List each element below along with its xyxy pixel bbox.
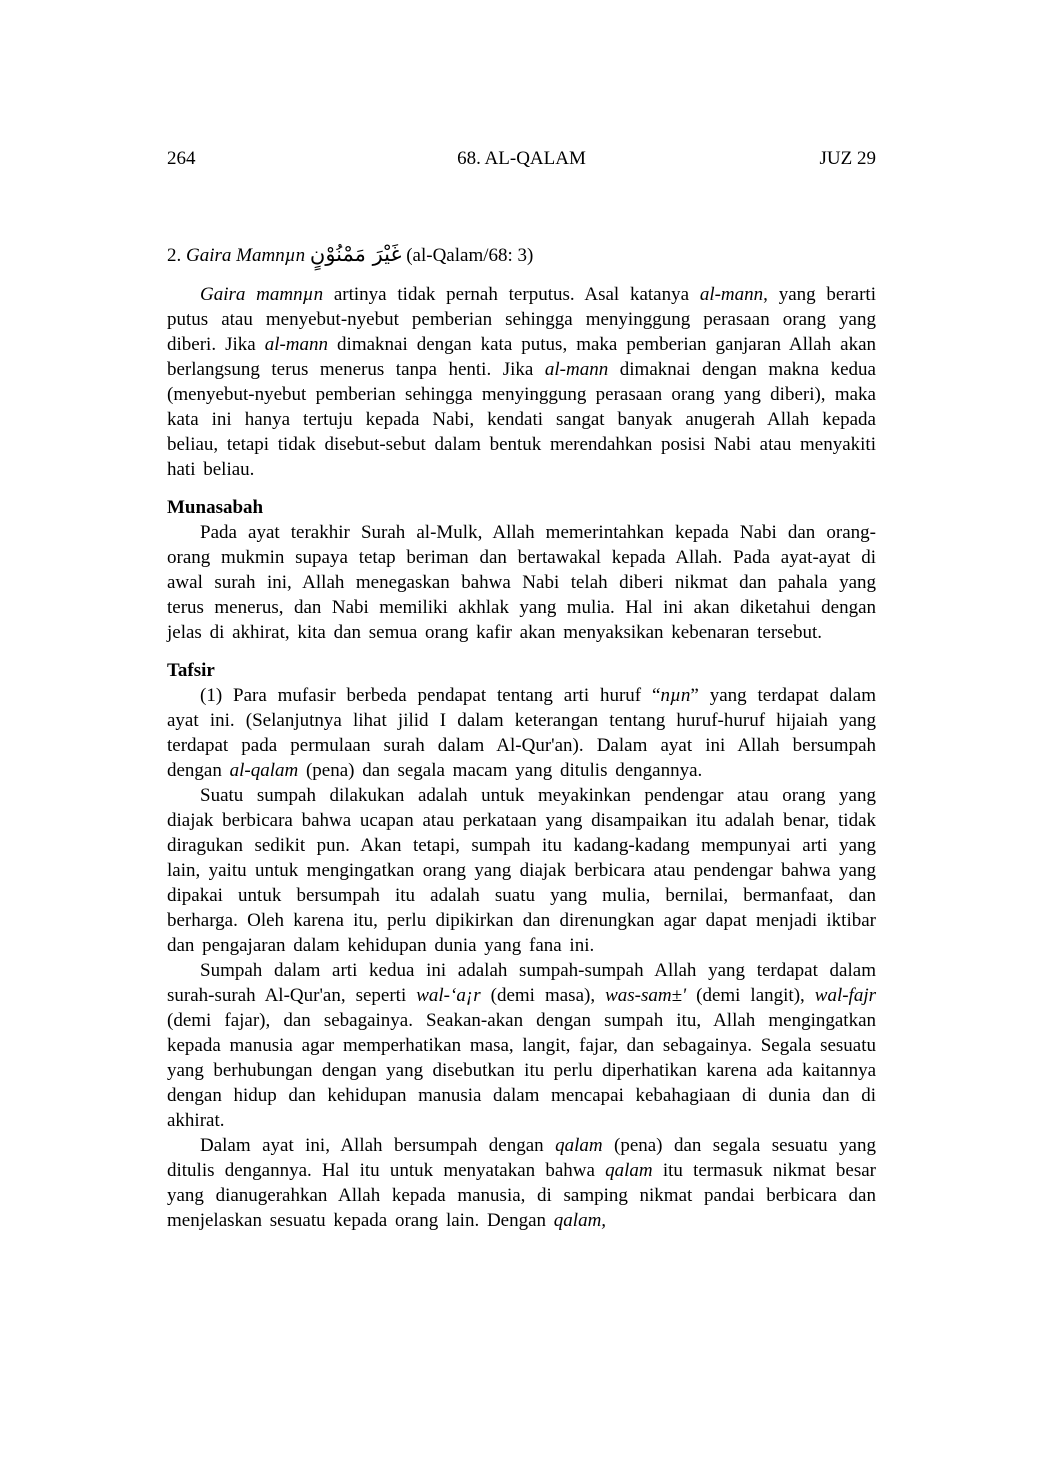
text-run: (1) Para mufasir berbeda pendapat tentang arti huruf “	[200, 685, 661, 706]
tafsir-heading: Tafsir	[167, 660, 215, 681]
intro-paragraph	[167, 282, 876, 482]
italic-term: was-sam±'	[605, 985, 687, 1006]
italic-term: Gaira mamnµn	[200, 284, 324, 305]
italic-term: wal-‘a¡r	[416, 985, 481, 1006]
text-run: (demi fajar), dan sebagainya. Seakan-akan dengan sumpah itu, Allah mengingatkan kepada manusia agar memperhatikan masa, langit, fajar, dan sebagainya. Segala sesuatu yang berhubungan dengan yang disebutkan itu perlu diperhatikan karena ada kaitannya dengan hidup dan kehidupan manusia dalam mencapai kebahagiaan di dunia dan di akhirat.	[167, 1010, 876, 1131]
italic-term: qalam	[605, 1160, 653, 1181]
text-run: , yang berarti putus atau menyebut-nyebut pemberian sehingga menyinggung perasaan orang yang diberi. Jika	[167, 284, 876, 355]
italic-term: qalam,	[553, 1210, 607, 1231]
text-run: Suatu sumpah dilakukan adalah untuk meyakinkan pendengar atau orang yang diajak berbicara bahwa ucapan atau perkataan yang disampaikan itu adalah benar, tidak diragukan sedikit pun. Akan tetapi, sumpah itu kadang-kadang mempunyai arti yang lain, yaitu untuk mengingatkan orang yang diajak berbicara atau pendengar bahwa yang dipakai untuk bersumpah itu adalah suatu yang mulia, bernilai, bermanfaat, dan berharga. Oleh karena itu, perlu dipikirkan dan direnungkan agar dapat menjadi iktibar dan pengajaran dalam kehidupan dunia yang fana ini.	[167, 785, 876, 956]
juz-label: JUZ 29	[819, 148, 876, 169]
document-content	[167, 238, 876, 1233]
tafsir-paragraph-4	[167, 1133, 876, 1233]
italic-term: qalam	[555, 1135, 603, 1156]
munasabah-heading: Munasabah	[167, 497, 264, 518]
text-run: dimaknai dengan makna kedua (menyebut-nyebut pemberian sehingga menyinggung perasaan orang yang diberi), maka kata ini hanya tertuju kepada Nabi, kendati sangat banyak anugerah Allah kepada beliau, tetapi tidak disebut-sebut dalam bentuk merendahkan posisi Nabi atau menyakiti hati beliau.	[167, 359, 876, 480]
section-heading	[167, 238, 876, 272]
italic-term: al-qalam	[229, 760, 299, 781]
italic-term: Gaira Mamnµn	[186, 245, 310, 266]
italic-term: nµn	[660, 685, 691, 706]
tafsir-paragraph-3	[167, 958, 876, 1133]
text-run: artinya tidak pernah terputus. Asal katanya	[323, 284, 700, 305]
text-run: Dalam ayat ini, Allah bersumpah dengan	[200, 1135, 556, 1156]
tafsir-paragraph-2	[167, 783, 876, 958]
page-number: 264	[167, 148, 196, 169]
text-run: (demi masa),	[480, 985, 606, 1006]
text-run: (pena) dan segala macam yang ditulis dengannya.	[298, 760, 703, 781]
munasabah-paragraph	[167, 520, 876, 645]
text-run: 2.	[167, 245, 186, 266]
arabic-quran-text: غَيْرَ مَمْنُوْنٍ	[309, 242, 402, 266]
text-run: (demi langit),	[686, 985, 815, 1006]
text-run: dimaknai dengan kata putus, maka pemberian ganjaran Allah akan berlangsung terus menerus tanpa henti. Jika	[167, 334, 876, 380]
text-run: (pena) dan segala sesuatu yang ditulis dengannya. Hal itu untuk menyatakan bahwa	[167, 1135, 876, 1181]
text-run: (al-Qalam/68: 3)	[401, 245, 534, 266]
text-run: Pada ayat terakhir Surah al-Mulk, Allah memerintahkan kepada Nabi dan orang-orang mukmin supaya tetap beriman dan bertawakal kepada Allah. Pada ayat-ayat di awal surah ini, Allah menegaskan bahwa Nabi telah diberi nikmat dan pahala yang terus menerus, dan Nabi memiliki akhlak yang mulia. Hal ini akan diketahui dengan jelas di akhirat, kita dan semua orang kafir akan menyaksikan kebenaran tersebut.	[167, 522, 876, 643]
italic-term: al-mann	[264, 334, 329, 355]
text-run: itu termasuk nikmat besar yang dianugerahkan Allah kepada manusia, di samping nikmat pandai berbicara dan menjelaskan sesuatu kepada orang lain. Dengan	[167, 1160, 876, 1231]
italic-term: wal-fajr	[814, 985, 877, 1006]
tafsir-paragraph-1	[167, 683, 876, 783]
text-run: Sumpah dalam arti kedua ini adalah sumpah-sumpah Allah yang terdapat dalam surah-surah Al-Qur'an, seperti	[167, 960, 876, 1006]
text-run: ” yang terdapat dalam ayat ini. (Selanjutnya lihat jilid I dalam keterangan tentang huruf-huruf hijaiah yang terdapat pada permulaan surah dalam Al-Qur'an). Dalam ayat ini Allah bersumpah dengan	[167, 685, 876, 781]
italic-term: al-mann	[544, 359, 609, 380]
italic-term: al-mann	[699, 284, 764, 305]
surah-title: 68. AL-QALAM	[457, 148, 586, 169]
